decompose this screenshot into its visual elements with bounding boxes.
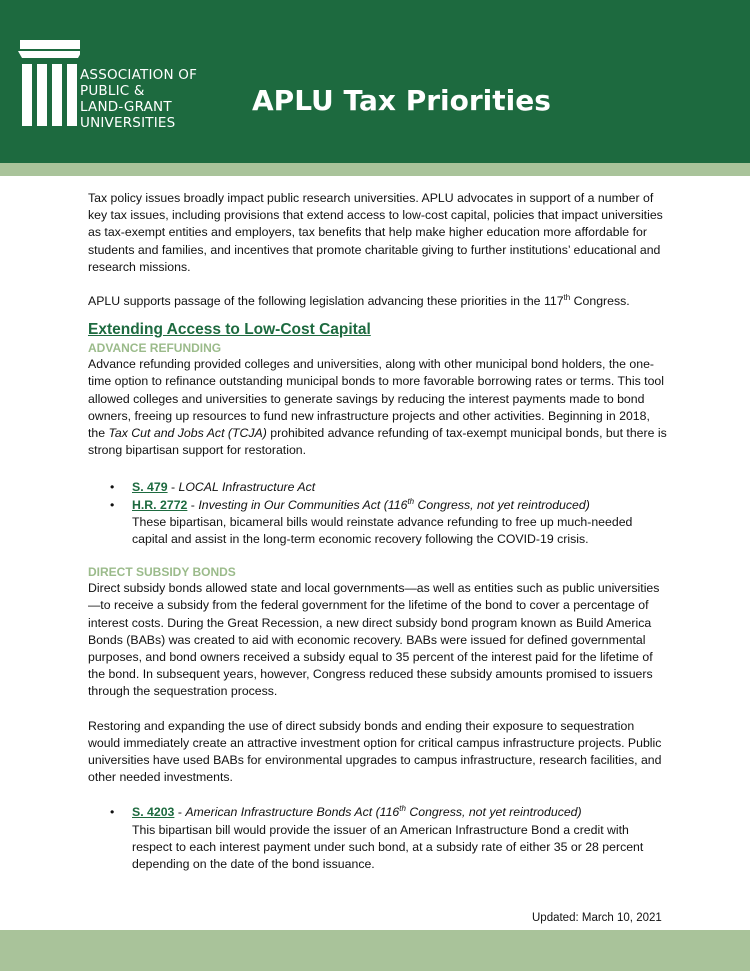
logo-line: UNIVERSITIES	[80, 115, 176, 131]
direct-subsidy-bill-list	[88, 804, 668, 873]
bullet-icon: •	[110, 497, 115, 512]
bill-link-s4203[interactable]: S. 4203	[132, 805, 175, 820]
logo-wordmark	[80, 67, 197, 131]
bill-name: LOCAL Infrastructure Act	[178, 480, 316, 495]
intro-text: APLU supports passage of the following legislation advancing these priorities in the 117	[88, 294, 564, 309]
bill-name-text-end: Congress, not yet reintroduced)	[405, 805, 582, 820]
direct-subsidy-paragraph: Direct subsidy bonds allowed state and local governments—as well as entities such as public universities—to receive a subsidy from the federal government for the lifetime of the bond to cover a percentage of interest costs. During the Great Recession, a new direct subsidy bond program known as Build America Bonds (BABs) was created to aid with economic recovery. BABs were issued for defined governmental purposes, and bond owners received a subsidy equal to 35 percent of the interest paid for the lifetime of the bond. In subsequent years, however, Congress reduced these subsidy amounts promised to issuers through the sequestration process.	[88, 581, 660, 699]
subsection-heading-direct-subsidy-bonds: DIRECT SUBSIDY BONDS	[88, 565, 236, 580]
updated-date: Updated: March 10, 2021	[532, 912, 662, 924]
intro-paragraph: Tax policy issues broadly impact public research universities. APLU advocates in support of a number of key tax issues, including provisions that extend access to low-cost capital, policies that impact universities as tax-exempt entities and employers, tax benefits that help make higher education more affordable for students and families, and incentives that promote charitable giving to further institutions’ educational and research missions.	[88, 191, 663, 274]
logo-line: PUBLIC &	[80, 83, 145, 99]
bullet-icon: •	[110, 805, 115, 820]
advance-refunding-bill-list	[88, 479, 668, 548]
paragraph-text: Advance refunding provided colleges and universities, along with other municipal bond holders, the one-time option to refinance outstanding municipal bonds to more favorable borrowing rates or terms. This tool allowed colleges and universities to generate savings by reducing the interest payments made to bond owners, freeing up resources to fund new infrastructure projects and other activities. Beginning in 2018, the	[88, 357, 664, 441]
intro-text-end: Congress.	[570, 294, 630, 309]
logo-line: ASSOCIATION OF	[80, 67, 198, 83]
bill-description: This bipartisan bill would provide the issuer of an American Infrastructure Bond a credit with respect to each interest payment under such bond, at a subsidy rate of either 35 or 28 percent depending on the date of the bond issuance.	[132, 822, 644, 872]
list-item	[88, 479, 668, 496]
bill-name-text-end: Congress, not yet reintroduced)	[414, 497, 590, 512]
page-title: APLU Tax Priorities	[252, 84, 551, 117]
bill-separator: -	[187, 497, 199, 512]
aplu-columns-logo-icon	[18, 38, 80, 128]
subsection-heading-advance-refunding: ADVANCE REFUNDING	[88, 341, 222, 356]
header-banner	[0, 0, 750, 163]
superscript: th	[399, 804, 406, 814]
list-item	[88, 497, 668, 549]
section-title: Extending Access to Low-Cost Capital	[88, 321, 371, 339]
superscript: th	[563, 292, 571, 302]
bullet-icon: •	[110, 480, 115, 495]
bill-name	[185, 805, 581, 819]
header-stripe	[0, 163, 750, 176]
document-body	[88, 190, 668, 873]
bill-description: These bipartisan, bicameral bills would reinstate advance refunding to free up much-needed capital and assist in the long-term economic recovery following the COVID-19 crisis.	[132, 514, 633, 547]
restoring-paragraph: Restoring and expanding the use of direct subsidy bonds and ending their exposure to sequestration would immediately create an attractive investment option for critical campus infrastructure projects. Public universities have used BABs for environmental upgrades to campus infrastructure, research facilities, and other needed investments.	[88, 718, 662, 785]
superscript: th	[407, 496, 415, 506]
footer-band	[0, 930, 750, 971]
intro-congress-paragraph	[88, 293, 668, 310]
tcja-act-name: Tax Cut and Jobs Act (TCJA)	[108, 426, 267, 441]
advance-refunding-paragraph	[88, 356, 668, 459]
bill-separator: -	[167, 480, 179, 495]
bill-link-s479[interactable]: S. 479	[132, 480, 168, 495]
bill-name-text: American Infrastructure Bonds Act (116	[185, 805, 400, 820]
bill-link-hr2772[interactable]: H.R. 2772	[132, 497, 188, 512]
bill-separator: -	[174, 805, 186, 820]
logo-line: LAND-GRANT	[80, 99, 172, 115]
bill-name	[198, 498, 589, 512]
bill-name-text: Investing in Our Communities Act (116	[198, 497, 408, 512]
paragraph-text-end: prohibited advance refunding of tax-exempt municipal bonds, but there is strong bipartisan support for restoration.	[88, 426, 667, 458]
list-item	[88, 804, 668, 873]
